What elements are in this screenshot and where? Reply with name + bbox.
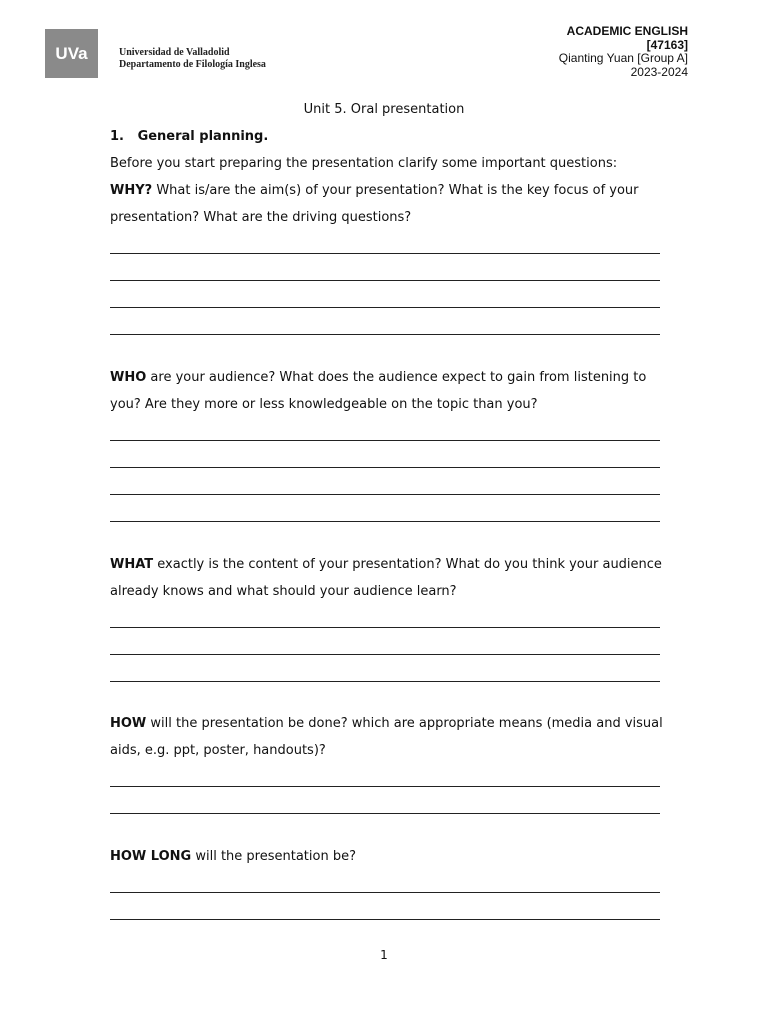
answer-line[interactable] [110, 769, 660, 796]
course-header [559, 25, 688, 79]
how-question-line2: aids, e.g. ppt, poster, handouts)? [110, 743, 326, 758]
what-keyword: WHAT [110, 557, 154, 572]
what-question-line1 [110, 556, 660, 583]
answer-line[interactable] [110, 610, 660, 637]
answer-line[interactable] [110, 664, 660, 691]
answer-line[interactable] [110, 902, 660, 929]
academic-year: 2023-2024 [630, 64, 688, 79]
who-question-line2: you? Are they more or less knowledgeable on the topic than you? [110, 397, 538, 412]
answer-line[interactable] [110, 477, 660, 504]
answer-line[interactable] [110, 236, 660, 263]
course-title: ACADEMIC ENGLISH [566, 24, 688, 38]
how-long-keyword: HOW LONG [110, 849, 192, 864]
answer-line[interactable] [110, 263, 660, 290]
how-question-line1 [110, 715, 663, 742]
how-long-question [110, 848, 660, 875]
answer-line[interactable] [110, 875, 660, 902]
answer-line[interactable] [110, 317, 660, 344]
course-code: [47163] [646, 37, 688, 52]
answer-line[interactable] [110, 504, 660, 531]
university-name: Universidad de Valladolid [119, 47, 230, 58]
how-keyword: HOW [110, 716, 147, 731]
what-question-line2: already knows and what should your audience learn? [110, 584, 457, 599]
answer-line[interactable] [110, 450, 660, 477]
department-name: Departamento de Filología Inglesa [119, 59, 266, 70]
why-question-line1 [110, 182, 660, 209]
how-question-text: will the presentation be done? which are appropriate means (media and visual [146, 716, 663, 731]
answer-line[interactable] [110, 796, 660, 823]
how-long-question-text: will the presentation be? [191, 849, 356, 864]
why-question-text: What is/are the aim(s) of your presentation? What is the key focus of your [152, 183, 639, 198]
institution-block [119, 47, 266, 71]
who-keyword: WHO [110, 370, 147, 385]
section-heading [110, 128, 660, 155]
uva-logo [45, 29, 98, 78]
answer-line[interactable] [110, 637, 660, 664]
who-question-line1 [110, 369, 660, 396]
who-question-text: are your audience? What does the audience expect to gain from listening to [146, 370, 647, 385]
student-name: Qianting Yuan [Group A] [558, 51, 688, 65]
answer-line[interactable] [110, 290, 660, 317]
page-title: Unit 5. Oral presentation [303, 102, 465, 117]
section-number: 1. [110, 129, 124, 144]
answer-line[interactable] [110, 423, 660, 450]
what-question-text: exactly is the content of your presentation? What do you think your audience [153, 557, 662, 572]
page-number: 1 [380, 948, 388, 962]
section-title: General planning. [137, 129, 269, 144]
why-keyword: WHY? [110, 183, 153, 198]
why-question-line2: presentation? What are the driving questions? [110, 210, 412, 225]
worksheet-body [110, 128, 663, 929]
logo-text: UVa [55, 43, 88, 63]
section-intro: Before you start preparing the presentation clarify some important questions: [110, 156, 618, 171]
